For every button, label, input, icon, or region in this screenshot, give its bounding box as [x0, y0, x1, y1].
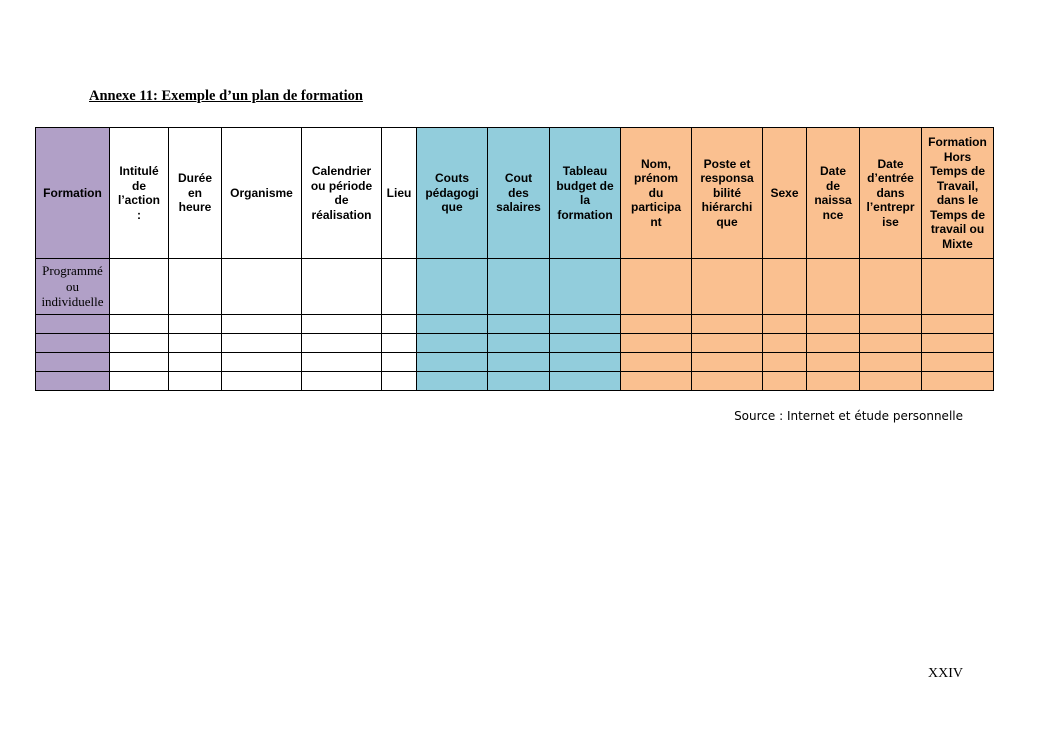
column-header-text: prénom: [633, 171, 678, 186]
column-header-formation: [36, 128, 110, 259]
table-cell: [36, 372, 110, 391]
table-cell: [302, 353, 382, 372]
table-cell: [621, 259, 692, 315]
table-cell: [222, 334, 302, 353]
column-header-tableau-budget: [550, 128, 621, 259]
table-cell: [110, 353, 169, 372]
table-cell: [110, 334, 169, 353]
table-cell: [692, 334, 763, 353]
column-header-poste: [692, 128, 763, 259]
table-cell: [110, 259, 169, 315]
table-cell: [763, 259, 807, 315]
table-cell: [550, 315, 621, 334]
column-header-text: Organisme: [230, 185, 293, 200]
table-cell: [302, 259, 382, 315]
column-header-text: participa: [630, 200, 681, 215]
table-cell: [302, 372, 382, 391]
table-row: [36, 334, 994, 353]
table-cell: [621, 353, 692, 372]
column-header-cout-salaires: [488, 128, 550, 259]
table-cell: [488, 353, 550, 372]
table-cell: [222, 372, 302, 391]
table-cell: [222, 315, 302, 334]
table-cell: [169, 372, 222, 391]
column-header-intitule: [110, 128, 169, 259]
column-header-calendrier: [302, 128, 382, 259]
table-row: [36, 259, 994, 315]
table-header-row: [36, 128, 994, 259]
table-cell: [692, 259, 763, 315]
table-cell: [382, 372, 417, 391]
table-cell: [807, 259, 860, 315]
table-cell: [807, 372, 860, 391]
table-cell: [692, 353, 763, 372]
table-cell: [169, 353, 222, 372]
column-header-text: nt: [650, 214, 662, 229]
column-header-formation-hors-temps: [922, 128, 994, 259]
column-header-duree: [169, 128, 222, 259]
column-header-text: ise: [882, 214, 899, 229]
table-cell: [488, 334, 550, 353]
table-cell: [621, 372, 692, 391]
training-plan-table: [35, 127, 994, 391]
column-header-text: Temps de: [929, 207, 986, 222]
table-cell: [382, 353, 417, 372]
column-header-sexe: [763, 128, 807, 259]
column-header-organisme: [222, 128, 302, 259]
table-cell: [860, 353, 922, 372]
table-cell: [382, 259, 417, 315]
table-cell: [417, 315, 488, 334]
table-cell: [110, 372, 169, 391]
column-header-text: Nom,: [641, 156, 671, 171]
column-header-text: des: [508, 185, 529, 200]
column-header-text: responsa: [700, 171, 754, 186]
table-cell: [763, 334, 807, 353]
column-header-text: de: [825, 178, 840, 193]
table-cell: [860, 372, 922, 391]
column-header-text: ou période: [310, 178, 373, 193]
table-cell: [922, 315, 994, 334]
table-cell: [169, 334, 222, 353]
column-header-text: Calendrier: [311, 164, 372, 178]
column-header-text: budget de: [556, 178, 614, 193]
column-header-text: Cout: [504, 171, 533, 186]
column-header-text: salaires: [496, 200, 541, 215]
column-header-text: Intitulé: [119, 164, 159, 178]
column-header-text: de: [334, 193, 349, 207]
column-header-text: de: [131, 178, 146, 193]
table-cell: [382, 334, 417, 353]
table-cell: [550, 259, 621, 315]
column-header-text: Lieu: [386, 185, 412, 200]
column-header-date-naissance: [807, 128, 860, 259]
column-header-text: l’entrepr: [866, 200, 915, 215]
table-cell: [922, 353, 994, 372]
table-cell: [550, 334, 621, 353]
table-row: [36, 372, 994, 391]
column-header-text: Formation: [928, 135, 987, 149]
column-header-text: naissa: [814, 193, 852, 207]
column-header-text: du: [648, 185, 664, 200]
column-header-text: Formation: [43, 185, 102, 200]
column-header-text: la: [579, 193, 590, 207]
row-label-text: individuelle: [41, 294, 104, 310]
row-label-cell: [36, 259, 110, 315]
table-cell: [621, 334, 692, 353]
column-header-text: Hors: [943, 149, 972, 164]
row-label-text: ou: [66, 278, 79, 294]
column-header-text: bilité: [712, 185, 741, 200]
table-cell: [417, 259, 488, 315]
column-header-text: Date: [877, 156, 904, 171]
column-header-text: Mixte: [942, 236, 973, 251]
table-cell: [550, 372, 621, 391]
table-cell: [922, 334, 994, 353]
source-note: Source : Internet et étude personnelle: [734, 409, 963, 423]
column-header-text: dans le: [936, 193, 979, 207]
table-cell: [488, 259, 550, 315]
column-header-couts-pedagogiques: [417, 128, 488, 259]
table-row: [36, 315, 994, 334]
column-header-text: pédagogi: [425, 185, 479, 200]
column-header-text: Tableau: [562, 164, 608, 178]
table-cell: [417, 334, 488, 353]
annex-title: Annexe 11: Exemple d’un plan de formation: [89, 88, 363, 104]
row-label-text: Programmé: [42, 263, 103, 279]
column-header-text: l’action: [117, 193, 160, 207]
table-cell: [222, 259, 302, 315]
table-cell: [36, 353, 110, 372]
table-cell: [922, 372, 994, 391]
column-header-lieu: [382, 128, 417, 259]
column-header-text: heure: [178, 200, 212, 215]
table-cell: [692, 315, 763, 334]
column-header-text: Poste et: [703, 156, 751, 171]
table-cell: [488, 372, 550, 391]
column-header-text: réalisation: [311, 207, 372, 222]
table-cell: [922, 259, 994, 315]
column-header-text: Date: [819, 164, 846, 178]
table-cell: [222, 353, 302, 372]
column-header-text: Travail,: [936, 178, 979, 193]
column-header-text: d’entrée: [867, 171, 914, 186]
table-cell: [692, 372, 763, 391]
table-cell: [807, 315, 860, 334]
table-cell: [550, 353, 621, 372]
column-header-text: que: [716, 214, 738, 229]
table-row: [36, 353, 994, 372]
page-number: XXIV: [928, 666, 963, 681]
table-cell: [110, 315, 169, 334]
column-header-text: que: [441, 200, 463, 215]
table-cell: [763, 353, 807, 372]
table-cell: [169, 259, 222, 315]
column-header-text: Temps de: [929, 164, 986, 178]
table-cell: [807, 334, 860, 353]
table-cell: [36, 315, 110, 334]
column-header-text: dans: [876, 185, 905, 200]
table-cell: [36, 334, 110, 353]
column-header-text: :: [137, 207, 141, 222]
table-cell: [382, 315, 417, 334]
column-header-text: travail ou: [930, 222, 985, 236]
table-cell: [860, 334, 922, 353]
column-header-nom-prenom: [621, 128, 692, 259]
table-cell: [488, 315, 550, 334]
table-cell: [302, 334, 382, 353]
table-cell: [860, 259, 922, 315]
table-cell: [302, 315, 382, 334]
table-cell: [763, 315, 807, 334]
table-cell: [169, 315, 222, 334]
column-header-text: formation: [557, 207, 613, 222]
column-header-text: nce: [822, 207, 844, 222]
table-cell: [807, 353, 860, 372]
table-cell: [763, 372, 807, 391]
table-cell: [417, 353, 488, 372]
table-cell: [621, 315, 692, 334]
table-cell: [860, 315, 922, 334]
column-header-text: Sexe: [770, 185, 799, 200]
column-header-text: hiérarchi: [701, 200, 753, 215]
column-header-text: en: [187, 185, 202, 200]
column-header-text: Couts: [435, 171, 469, 186]
table-cell: [417, 372, 488, 391]
column-header-text: Durée: [177, 171, 212, 186]
column-header-date-entree: [860, 128, 922, 259]
